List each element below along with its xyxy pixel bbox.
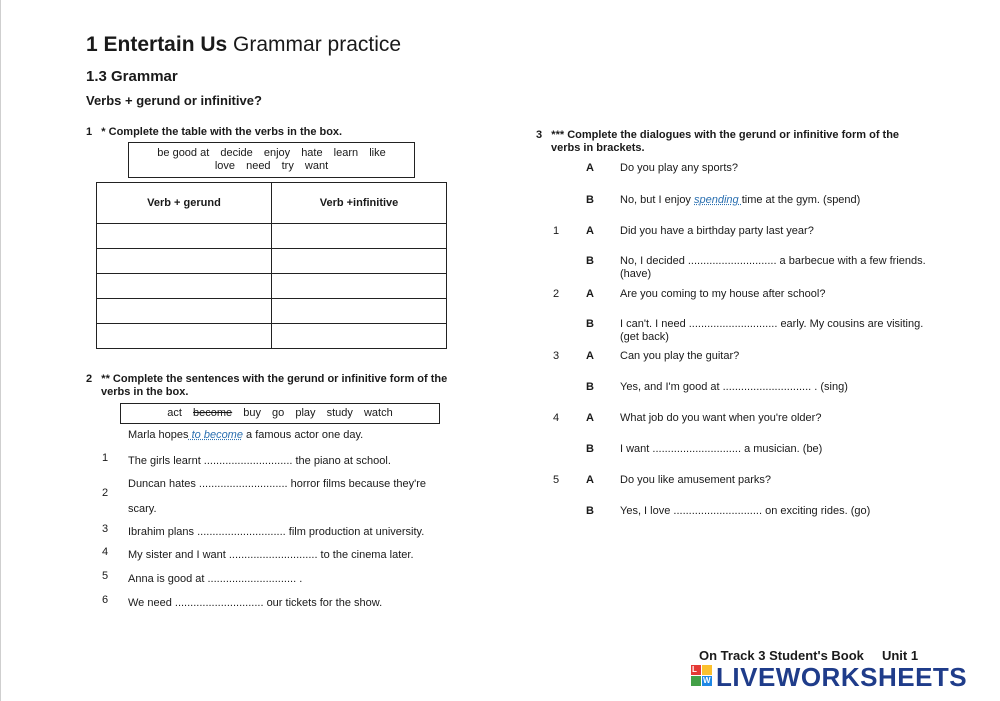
ex3-instruction-line-1: *** Complete the dialogues with the gerund or infinitive form of the — [551, 129, 900, 141]
title-bold: 1 Entertain Us — [86, 33, 228, 56]
word: need — [246, 160, 271, 172]
table-cell[interactable] — [272, 324, 447, 349]
table-cell[interactable] — [97, 249, 272, 274]
logo-letter-l: L — [692, 665, 697, 674]
speaker-b: B — [586, 318, 594, 330]
section-heading: 1.3 Grammar — [86, 68, 178, 85]
item-number: 5 — [102, 570, 109, 582]
ex3-instruction-line-2: verbs in brackets. — [551, 142, 645, 154]
word: decide — [220, 147, 253, 159]
word: buy — [243, 407, 261, 419]
speaker-a: A — [586, 225, 594, 237]
dialogue-3-a: Can you play the guitar? — [620, 350, 740, 362]
dialogue-1-b[interactable]: No, I decided ............................. a barbecue with a few friends. — [620, 255, 926, 267]
ex1-word-line-1 — [129, 147, 414, 160]
dialogue-number: 5 — [553, 474, 560, 486]
table-header-infinitive: Verb +infinitive — [272, 183, 447, 224]
ex2-word-box — [120, 403, 440, 424]
table-cell[interactable] — [272, 299, 447, 324]
topic-heading: Verbs + gerund or infinitive? — [86, 93, 262, 108]
ex2-item-2[interactable]: Duncan hates ............................. horror films because they're — [128, 478, 426, 490]
word: learn — [333, 147, 359, 159]
speaker-a: A — [586, 288, 594, 300]
dialogue-4-a: What job do you want when you're older? — [620, 412, 822, 424]
table-header-gerund: Verb + gerund — [97, 183, 272, 224]
ex3-number: 3 — [536, 129, 543, 141]
example-b-text-end: time at the gym. (spend) — [741, 194, 861, 206]
ex2-instruction — [86, 373, 447, 399]
example-b-text: No, but I enjoy — [620, 194, 694, 206]
speaker-a: A — [586, 412, 594, 424]
table-cell[interactable] — [272, 274, 447, 299]
table-cell[interactable] — [272, 249, 447, 274]
ex2-number: 2 — [86, 373, 93, 385]
word: like — [369, 147, 386, 159]
page-border — [0, 0, 1, 701]
table-cell[interactable] — [97, 324, 272, 349]
ex1-instruction-text: * Complete the table with the verbs in the box. — [101, 126, 343, 138]
ex1-table — [96, 182, 447, 349]
ex2-item-5[interactable]: Anna is good at ............................. . — [128, 573, 303, 585]
page-title — [86, 33, 401, 57]
example-answer: to become — [188, 429, 243, 441]
liveworksheets-logo-icon — [691, 665, 713, 687]
dialogue-1-b-hint: (have) — [620, 268, 652, 280]
speaker-a: A — [586, 350, 594, 362]
ex1-word-line-2 — [129, 160, 414, 173]
dialogue-5-a: Do you like amusement parks? — [620, 474, 772, 486]
table-cell[interactable] — [272, 224, 447, 249]
example-b-answer: spending — [694, 194, 742, 206]
dialogue-2-b-hint: (get back) — [620, 331, 669, 343]
word: watch — [363, 407, 393, 419]
table-cell[interactable] — [97, 274, 272, 299]
ex3-example-b — [620, 194, 860, 206]
logo-letter-w: W — [703, 676, 711, 685]
ex3-instruction — [536, 129, 899, 155]
dialogue-1-a: Did you have a birthday party last year? — [620, 225, 814, 237]
ex2-item-4[interactable]: My sister and I want ............................. to the cinema later. — [128, 549, 414, 561]
dialogue-number: 1 — [553, 225, 560, 237]
word: enjoy — [263, 147, 291, 159]
ex2-item-3[interactable]: Ibrahim plans ............................. film production at university. — [128, 526, 425, 538]
word: study — [326, 407, 353, 419]
dialogue-3-b[interactable]: Yes, and I'm good at ............................. . (sing) — [620, 381, 848, 393]
word: play — [295, 407, 316, 419]
dialogue-2-a: Are you coming to my house after school? — [620, 288, 826, 300]
ex2-item-6[interactable]: We need ............................. our tickets for the show. — [128, 597, 383, 609]
ex2-example — [128, 429, 363, 441]
example-text-end: a famous actor one day. — [242, 429, 364, 441]
dialogue-number: 2 — [553, 288, 560, 300]
word: love — [214, 160, 236, 172]
word: be good at — [157, 147, 210, 159]
speaker-b: B — [586, 255, 594, 267]
word: go — [272, 407, 285, 419]
word-crossed-out: become — [193, 407, 233, 419]
dialogue-number: 4 — [553, 412, 560, 424]
dialogue-4-b[interactable]: I want ............................. a musician. (be) — [620, 443, 823, 455]
ex1-word-box — [128, 142, 415, 178]
speaker-a: A — [586, 162, 594, 174]
item-number: 2 — [102, 487, 109, 499]
word: try — [281, 160, 294, 172]
dialogue-2-b[interactable]: I can't. I need ............................. early. My cousins are visiting. — [620, 318, 924, 330]
dialogue-number: 3 — [553, 350, 560, 362]
speaker-b: B — [586, 505, 594, 517]
item-number: 4 — [102, 546, 109, 558]
ex3-example-a: Do you play any sports? — [620, 162, 739, 174]
ex1-instruction — [86, 126, 342, 139]
title-rest: Grammar practice — [227, 33, 402, 56]
ex2-instruction-line-2: verbs in the box. — [101, 386, 189, 398]
ex1-number: 1 — [86, 126, 93, 138]
word: hate — [301, 147, 323, 159]
speaker-a: A — [586, 474, 594, 486]
ex2-instruction-line-1: ** Complete the sentences with the gerund or infinitive form of the — [101, 373, 448, 385]
item-number: 6 — [102, 594, 109, 606]
ex2-item-2-cont: scary. — [128, 503, 157, 515]
word: act — [167, 407, 182, 419]
ex2-item-1[interactable]: The girls learnt ............................. the piano at school. — [128, 455, 391, 467]
book-title: On Track 3 Student's Book — [699, 648, 864, 663]
table-cell[interactable] — [97, 224, 272, 249]
liveworksheets-brand: LIVEWORKSHEETS — [716, 662, 968, 692]
dialogue-5-b[interactable]: Yes, I love ............................. on exciting rides. (go) — [620, 505, 871, 517]
speaker-b: B — [586, 194, 594, 206]
table-cell[interactable] — [97, 299, 272, 324]
item-number: 3 — [102, 523, 109, 535]
unit-label: Unit 1 — [881, 648, 919, 663]
item-number: 1 — [102, 452, 109, 464]
speaker-b: B — [586, 443, 594, 455]
speaker-b: B — [586, 381, 594, 393]
example-text: Marla hopes — [128, 429, 189, 441]
book-reference — [699, 648, 918, 663]
word: want — [304, 160, 329, 172]
